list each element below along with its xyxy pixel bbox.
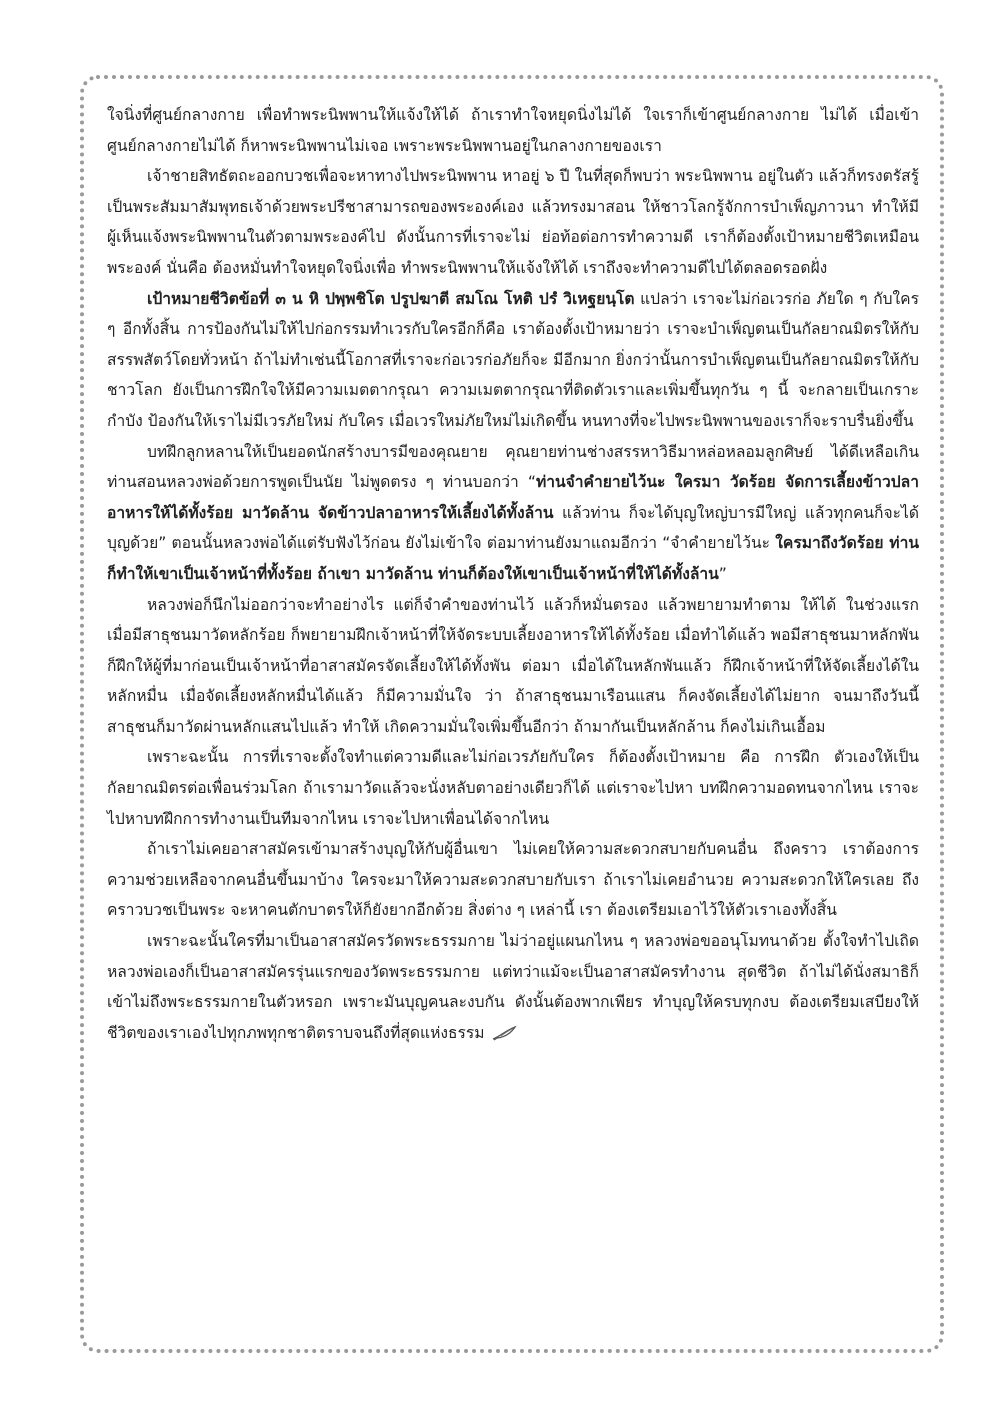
quote-bold: ท่านจำคำยายไว้นะ ใครมา วัดร้อย จัดการเลี้ยงข้าวปลาอาหารให้ได้ทั้งร้อย มาวัดล้าน จัดข้าวปลาอาหารให้เลี้ยงได้ทั้งล้าน <box>107 473 919 522</box>
paragraph-text: แล้วท่าน ก็จะได้บุญใหญ่บารมีใหญ่ แล้วทุกคนก็จะได้บุญด้วย” ตอนนั้นหลวงพ่อได้แต่รับฟังไว้ก่อน ยังไม่เข้าใจ ต่อมาท่านยังมาแถมอีกว่า “จำคำยายไว้นะ <box>107 503 919 553</box>
paragraph-1 <box>107 100 919 161</box>
paragraph-5 <box>107 590 919 743</box>
feather-quill-icon <box>491 1025 517 1041</box>
paragraph-text: บทฝึกลูกหลานให้เป็นยอดนักสร้างบารมีของคุณยาย คุณยายท่านช่างสรรหาวิธีมาหล่อหลอมลูกศิษย์ ได้ดีเหลือเกิน ท่านสอนหลวงพ่อด้วยการพูดเป็นนัย ไม่พูดตรง ๆ ท่านบอกว่า “ <box>107 442 919 492</box>
paragraph-2 <box>107 161 919 283</box>
quote-bold: ใครมาถึงวัดร้อย ท่านก็ทำให้เขาเป็นเจ้าหน้าที่ทั้งร้อย ถ้าเขา มาวัดล้าน ท่านก็ต้องให้เขาเป็นเจ้าหน้าที่ให้ได้ทั้งล้าน <box>107 534 919 583</box>
paragraph-3 <box>107 284 919 437</box>
paragraph-text: ถ้าเราไม่เคยอาสาสมัครเข้ามาสร้างบุญให้กับผู้อื่นเขา ไม่เคยให้ความสะดวกสบายกับคนอื่น ถึงคราว เราต้องการความช่วยเหลือจากคนอื่นขึ้นมาบ้าง ใครจะมาให้ความสะดวกสบายกับเรา ถ้าเราไม่เคยอำนวย ความสะดวกให้ใครเลย ถึงคราวบวชเป็นพระ จะหาคนตักบาตรให้ก็ยังยากอีกด้วย สิ่งต่าง ๆ เหล่านี้ เรา ต้องเตรียมเอาไว้ให้ตัวเราเองทั้งสิ้น <box>107 840 919 920</box>
paragraph-text: เพราะฉะนั้นใครที่มาเป็นอาสาสมัครวัดพระธรรมกาย ไม่ว่าอยู่แผนกไหน ๆ หลวงพ่อขออนุโมทนาด้วย ตั้งใจทำไปเถิด หลวงพ่อเองก็เป็นอาสาสมัครรุ่นแรกของวัดพระธรรมกาย แต่ทว่าแม้จะเป็นอาสาสมัครทำงาน สุดชีวิต ถ้าไม่ได้นั่งสมาธิก็เข้าไม่ถึงพระธรรมกายในตัวหรอก เพราะมันบุญคนละงบกัน ดังนั้นต้องพากเพียร ทำบุญให้ครบทุกงบ ต้องเตรียมเสบียงให้ชีวิตของเราเองไปทุกภพทุกชาติตราบจนถึงที่สุดแห่งธรรม <box>107 932 919 1042</box>
paragraph-6 <box>107 742 919 834</box>
paragraph-text: เพราะฉะนั้น การที่เราจะตั้งใจทำแต่ความดีและไม่ก่อเวรภัยกับใคร ก็ต้องตั้งเป้าหมาย คือ การฝึก ตัวเองให้เป็นกัลยาณมิตรต่อเพื่อนร่วมโลก ถ้าเรามาวัดแล้วจะนั่งหลับตาอย่างเดียวก็ได้ แต่เราจะไปหา บทฝึกความอดทนจากไหน เราจะไปหาบทฝึกการทำงานเป็นทีมจากไหน เราจะไปหาเพื่อนได้จากไหน <box>107 748 919 828</box>
paragraph-text: ใจนิ่งที่ศูนย์กลางกาย เพื่อทำพระนิพพานให้แจ้งให้ได้ ถ้าเราทำใจหยุดนิ่งไม่ได้ ใจเราก็เข้าศูนย์กลางกาย ไม่ได้ เมื่อเข้าศูนย์กลางกายไม่ได้ ก็หาพระนิพพานไม่เจอ เพราะพระนิพพานอยู่ในกลางกายของเรา <box>107 106 919 155</box>
paragraph-4 <box>107 437 919 590</box>
paragraph-text: หลวงพ่อก็นึกไม่ออกว่าจะทำอย่างไร แต่ก็จำคำของท่านไว้ แล้วก็หมั่นตรอง แล้วพยายามทำตาม ให้ได้ ในช่วงแรก เมื่อมีสาธุชนมาวัดหลักร้อย ก็พยายามฝึกเจ้าหน้าที่ให้จัดระบบเลี้ยงอาหารให้ได้ทั้งร้อย เมื่อทำได้แล้ว พอมีสาธุชนมาหลักพัน ก็ฝึกให้ผู้ที่มาก่อนเป็นเจ้าหน้าที่อาสาสมัครจัดเลี้ยงให้ได้ทั้งพัน ต่อมา เมื่อได้ในหลักพันแล้ว ก็ฝึกเจ้าหน้าที่ให้จัดเลี้ยงได้ในหลักหมื่น เมื่อจัดเลี้ยงหลักหมื่นได้แล้ว ก็มีความมั่นใจ ว่า ถ้าสาธุชนมาเรือนแสน ก็คงจัดเลี้ยงได้ไม่ยาก จนมาถึงวันนี้ สาธุชนก็มาวัดผ่านหลักแสนไปแล้ว ทำให้ เกิดความมั่นใจเพิ่มขึ้นอีกว่า ถ้ามากันเป็นหลักล้าน ก็คงไม่เกินเอื้อม <box>107 595 919 736</box>
article-body <box>107 100 919 1048</box>
paragraph-7 <box>107 834 919 926</box>
paragraph-text: ” <box>718 564 727 583</box>
goal-heading: เป้าหมายชีวิตข้อที่ ๓ น หิ ปพฺพชิโต ปรูปฆาตี สมโณ โหติ ปรํ วิเหฐยนฺโต <box>147 289 635 308</box>
paragraph-text: เจ้าชายสิทธัตถะออกบวชเพื่อจะหาทางไปพระนิพพาน หาอยู่ ๖ ปี ในที่สุดก็พบว่า พระนิพพาน อยู่ในตัว แล้วก็ทรงตรัสรู้เป็นพระสัมมาสัมพุทธเจ้าด้วยพระปรีชาสามารถของพระองค์เอง แล้วทรงมาสอน ให้ชาวโลกรู้จักการบำเพ็ญภาวนา ทำให้มีผู้เห็นแจ้งพระนิพพานในตัวตามพระองค์ไป ดังนั้นการที่เราจะไม่ ย่อท้อต่อการทำความดี เราก็ต้องตั้งเป้าหมายชีวิตเหมือนพระองค์ นั่นคือ ต้องหมั่นทำใจหยุดใจนิ่งเพื่อ ทำพระนิพพานให้แจ้งให้ได้ เราถึงจะทำความดีไปได้ตลอดรอดฝั่ง <box>107 167 919 277</box>
paragraph-8 <box>107 926 919 1048</box>
paragraph-text: แปลว่า เราจะไม่ก่อเวรก่อ ภัยใด ๆ กับใคร ๆ อีกทั้งสิ้น การป้องกันไม่ให้ไปก่อกรรมทำเวรกับใครอีกก็คือ เราต้องตั้งเป้าหมายว่า เราจะบำเพ็ญตนเป็นกัลยาณมิตรให้กับสรรพสัตว์โดยทั่วหน้า ถ้าไม่ทำเช่นนี้โอกาสที่เราจะก่อเวรก่อภัยก็จะ มีอีกมาก ยิ่งกว่านั้นการบำเพ็ญตนเป็นกัลยาณมิตรให้กับชาวโลก ยังเป็นการฝึกใจให้มีความเมตตากรุณา ความเมตตากรุณาที่ติดตัวเราและเพิ่มขึ้นทุกวัน ๆ นี้ จะกลายเป็นเกราะกำบัง ป้องกันให้เราไม่มีเวรภัยใหม่ กับใคร เมื่อเวรใหม่ภัยใหม่ไม่เกิดขึ้น หนทางที่จะไปพระนิพพานของเราก็จะราบรื่นยิ่งขึ้น <box>107 289 919 430</box>
